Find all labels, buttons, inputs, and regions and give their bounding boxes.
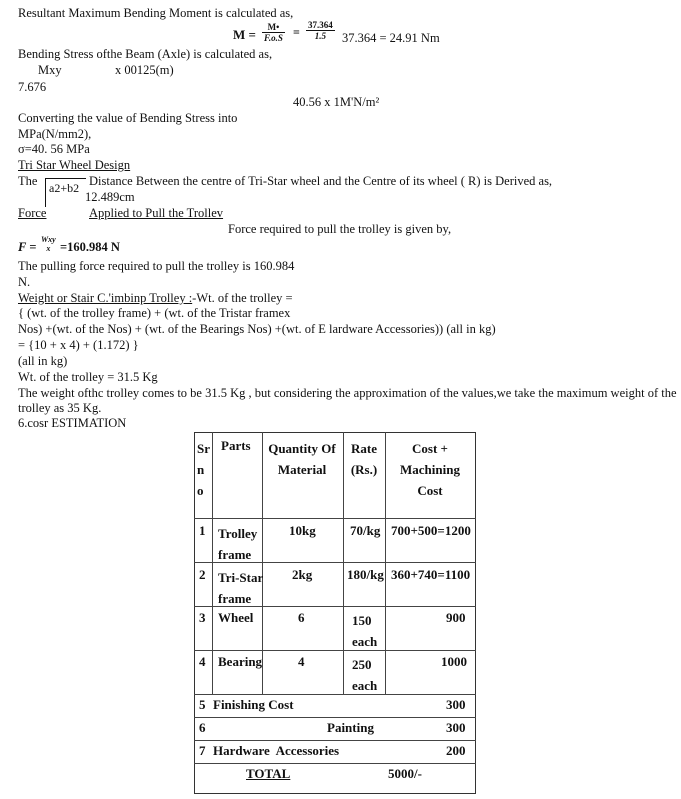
- fraction-values: [306, 20, 335, 41]
- header-sr-line: Sr: [197, 441, 210, 456]
- row2-rate: 180/kg: [347, 567, 384, 582]
- row4-cost: 1000: [441, 654, 467, 669]
- header-cost-line: Cost +: [412, 441, 448, 456]
- moment-label: M =: [233, 27, 256, 42]
- header-parts: Parts: [221, 438, 251, 453]
- row5-cost: 300: [446, 697, 466, 712]
- table-divider: [262, 432, 263, 694]
- row7-label: Hardware Accessories: [213, 743, 340, 758]
- row1-rate: 70/kg: [350, 523, 381, 538]
- force-value: =160.984 N: [60, 240, 120, 254]
- row6-sr: 6: [199, 720, 206, 735]
- table-divider: [212, 432, 213, 694]
- tri-star-heading: Tri Star Wheel Design: [18, 158, 131, 172]
- fraction-denominator: 1.5: [314, 31, 326, 41]
- row3-rate: [352, 610, 377, 652]
- header-quantity-line: Quantity Of: [268, 441, 336, 456]
- a2b2-expression: a2+b2: [49, 181, 80, 195]
- mxy-label: Mxy: [38, 63, 62, 77]
- mpa-unit-text: MPa(N/mm2),: [18, 127, 92, 141]
- header-sr-line: n: [197, 462, 205, 477]
- distance-value: 12.489cm: [85, 190, 135, 204]
- stress-value: 40.56 x 1M'N/m²: [293, 95, 380, 109]
- row2-sr: 2: [199, 567, 206, 582]
- row4-rate: [352, 654, 377, 696]
- header-rate: [345, 438, 383, 480]
- row4-rate-line: 250: [352, 657, 372, 672]
- row2-part-line: frame: [218, 591, 252, 606]
- weight-heading: Weight or Stair C.'imbinp Trolley :: [18, 291, 193, 305]
- fraction-numerator: M•: [262, 22, 285, 33]
- row2-cost: 360+740=1100: [391, 567, 471, 582]
- header-rate-line: Rate: [351, 441, 377, 456]
- row1-part-line: frame: [218, 547, 252, 562]
- row1-part-line: Trolley: [218, 526, 258, 541]
- estimation-heading: 6.cosr ESTIMATION: [18, 416, 127, 430]
- header-cost: [388, 438, 472, 501]
- table-divider: [194, 694, 476, 695]
- row4-qty: 4: [298, 654, 305, 669]
- weight-heading-rest: -Wt. of the trolley =: [192, 291, 293, 305]
- row1-part: [218, 523, 257, 565]
- value-7676: 7.676: [18, 80, 47, 94]
- header-cost-line: Cost: [417, 483, 443, 498]
- row4-rate-line: each: [352, 678, 378, 693]
- weight-heading-line: [18, 291, 293, 306]
- pulling-force-text: The pulling force required to pull the trolley is 160.984: [18, 259, 295, 273]
- sigma-value: σ=40. 56 MPa: [18, 142, 90, 156]
- moment-intro: Resultant Maximum Bending Moment is calculated as,: [18, 6, 294, 20]
- row2-qty: 2kg: [292, 567, 313, 582]
- newton-unit: N.: [18, 275, 31, 289]
- bending-stress-intro: Bending Stress ofthe Beam (Axle) is calculated as,: [18, 47, 273, 61]
- row3-sr: 3: [199, 610, 206, 625]
- the-label: The: [18, 174, 38, 188]
- fraction-numerator: Wxy: [41, 235, 56, 244]
- row2-part-line: Tri-Star: [218, 570, 264, 585]
- row2-part: [218, 567, 263, 609]
- header-quantity-line: Material: [277, 462, 327, 477]
- table-divider: [194, 518, 476, 519]
- total-label: TOTAL: [246, 766, 291, 781]
- table-divider: [194, 740, 476, 741]
- converting-text: Converting the value of Bending Stress into: [18, 111, 238, 125]
- row3-rate-line: each: [352, 634, 378, 649]
- row6-cost: 300: [446, 720, 466, 735]
- fraction-force: [39, 235, 58, 253]
- row3-cost: 900: [446, 610, 466, 625]
- table-divider: [385, 432, 386, 694]
- table-divider: [343, 432, 344, 694]
- row4-part: Bearing: [218, 654, 263, 669]
- header-cost-line: Machining: [400, 462, 460, 477]
- fraction-denominator: x: [46, 244, 51, 253]
- moment-result: 37.364 = 24.91 Nm: [342, 31, 440, 45]
- applied-text: Applied to Pull the Trollev: [89, 206, 224, 220]
- x00125-label: x 00125(m): [115, 63, 174, 77]
- header-sr-line: o: [197, 483, 204, 498]
- fraction-denominator: F.o.S: [264, 33, 283, 43]
- table-divider: [194, 650, 476, 651]
- table-divider: [194, 717, 476, 718]
- weight-line-1: { (wt. of the trolley frame) + (wt. of the Tristar framex: [18, 306, 291, 320]
- weight-line-6: The weight ofthc trolley comes to be 31.5 Kg , but considering the approximation of the values,we take the maximum weight of the: [18, 386, 677, 400]
- equals-sign: =: [293, 25, 300, 39]
- weight-line-2: Nos) +(wt. of the Nos) + (wt. of the Bearings Nos) +(wt. of E lardware Accessories)) (all in kg): [18, 322, 496, 336]
- force-required-text: Force required to pull the trolley is given by,: [228, 222, 452, 236]
- fraction-m-fos: [262, 22, 285, 43]
- weight-line-7: trolley as 35 Kg.: [18, 401, 102, 415]
- fraction-numerator: 37.364: [308, 20, 333, 30]
- table-divider: [194, 763, 476, 764]
- row7-sr: 7: [199, 743, 206, 758]
- row5-sr: 5: [199, 697, 206, 712]
- header-sr: [197, 438, 210, 501]
- row6-label: Painting: [327, 720, 374, 735]
- f-label: F =: [18, 240, 37, 254]
- header-quantity: [266, 438, 338, 480]
- header-rate-line: (Rs.): [350, 462, 378, 477]
- weight-line-3: = {10 + x 4) + (1.172) }: [18, 338, 139, 352]
- row3-part: Wheel: [218, 610, 254, 625]
- row3-rate-line: 150: [352, 613, 372, 628]
- distance-text: Distance Between the centre of Tri-Star wheel and the Centre of its wheel ( R) is Derived as,: [89, 174, 553, 188]
- row5-label: Finishing Cost: [213, 697, 294, 712]
- weight-line-5: Wt. of the trolley = 31.5 Kg: [18, 370, 158, 384]
- total-cost: 5000/-: [388, 766, 422, 781]
- row1-cost: 700+500=1200: [391, 523, 471, 538]
- force-label: Force: [18, 206, 47, 220]
- row1-qty: 10kg: [289, 523, 316, 538]
- row3-qty: 6: [298, 610, 305, 625]
- row7-cost: 200: [446, 743, 466, 758]
- row1-sr: 1: [199, 523, 206, 538]
- weight-line-4: (all in kg): [18, 354, 68, 368]
- row4-sr: 4: [199, 654, 206, 669]
